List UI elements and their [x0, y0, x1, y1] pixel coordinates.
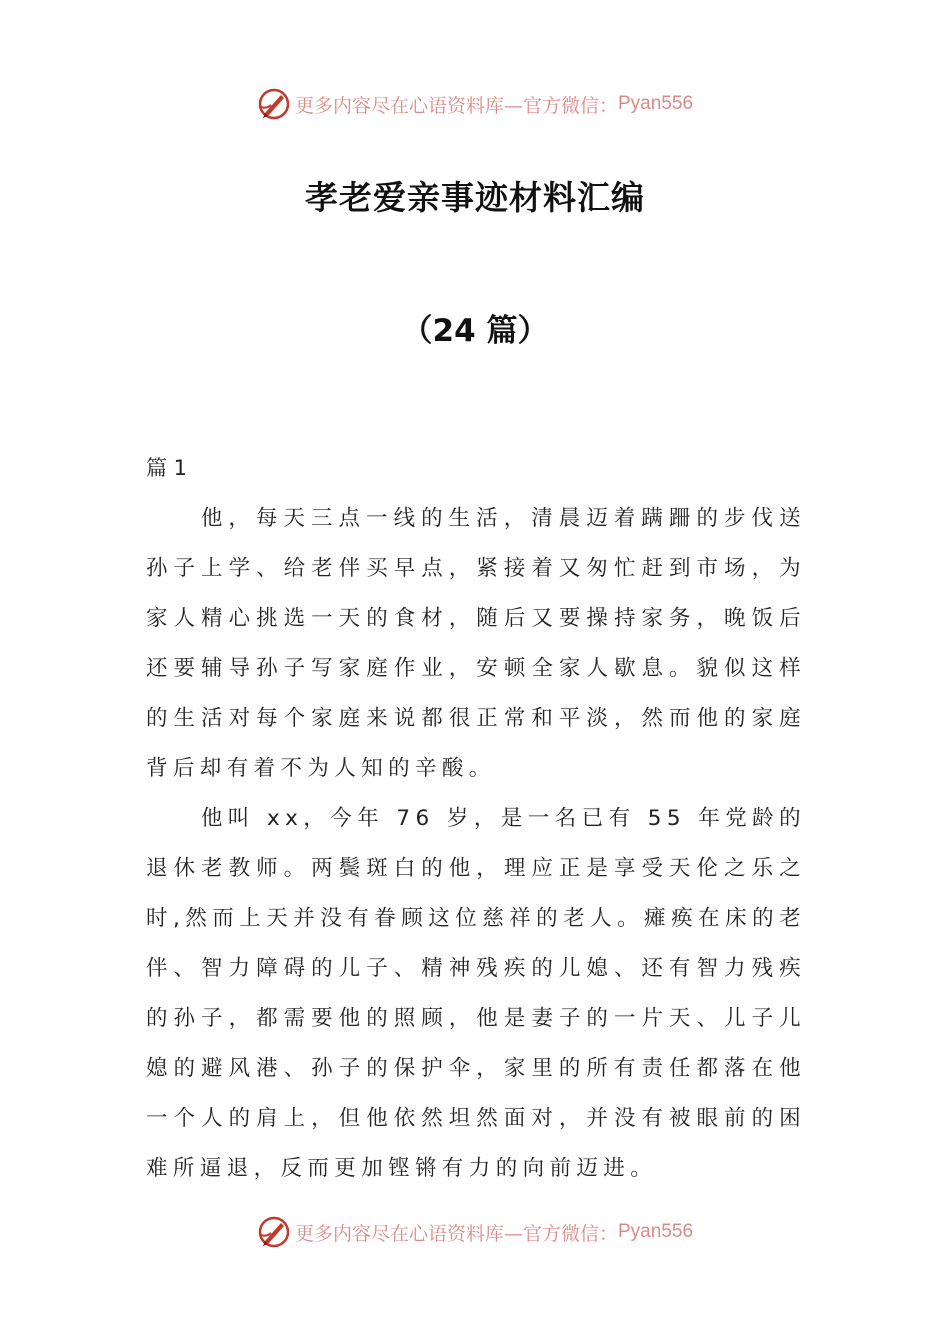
body-text	[146, 494, 806, 1194]
chapter-label: 篇 1	[146, 456, 188, 480]
header-banner	[0, 84, 950, 124]
pen-logo-icon	[257, 87, 291, 121]
document-title: 孝老爱亲事迹材料汇编	[305, 178, 645, 217]
banner-text: 更多内容尽在心语资料库—官方微信：	[294, 1222, 618, 1245]
banner-wechat-id: Pyan556	[618, 1221, 694, 1242]
pen-logo-icon	[257, 1215, 291, 1249]
paragraph: 他叫 xx，今年 76 岁，是一名已有 55 年党龄的退休老教师。两鬓斑白的他，理应正是享受天伦之乐之时,然而上天并没有眷顾这位慈祥的老人。瘫痪在床的老伴、智力障碍的儿子、精神残疾的儿媳、还有智力残疾的孙子，都需要他的照顾，他是妻子的一片天、儿子儿媳的避风港、孙子的保护伞，家里的所有责任都落在他一个人的肩上，但他依然坦然面对，并没有被眼前的困难所逼退，反而更加铿锵有力的向前迈进。	[146, 806, 806, 1181]
banner-wechat-id: Pyan556	[618, 93, 694, 114]
banner-text: 更多内容尽在心语资料库—官方微信：	[294, 94, 618, 117]
paragraph: 他，每天三点一线的生活，清晨迈着蹒跚的步伐送孙子上学、给老伴买早点，紧接着又匆忙赶到市场，为家人精心挑选一天的食材，随后又要操持家务，晚饭后还要辅导孙子写家庭作业，安顿全家人歇息。貌似这样的生活对每个家庭来说都很正常和平淡，然而他的家庭背后却有着不为人知的辛酸。	[146, 506, 806, 781]
document-subtitle: （24 篇）	[401, 313, 549, 349]
footer-banner	[0, 1212, 950, 1252]
